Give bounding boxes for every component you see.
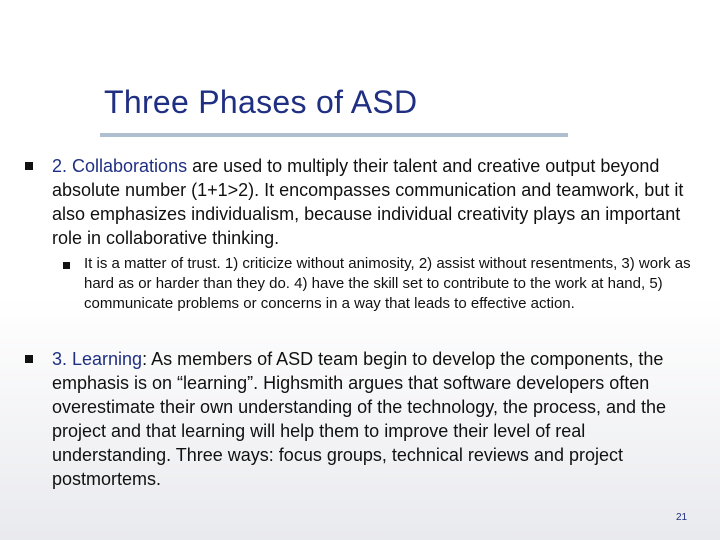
sub-bullet-trust: It is a matter of trust. 1) criticize without animosity, 2) assist without resentments, 3) work as hard as or harder than they do. 4) have the skill set to contribute to the work at hand, 5) communicate problems or concerns in a way that leads to effective action. bbox=[84, 255, 691, 312]
sub-bullet-square-icon bbox=[63, 262, 70, 269]
bullet-square-icon bbox=[25, 162, 33, 170]
title-underline bbox=[100, 133, 568, 137]
bullet-collaborations bbox=[52, 154, 692, 250]
bullet-square-icon bbox=[25, 355, 33, 363]
bullet-highlight-collaborations: 2. Collaborations bbox=[52, 156, 188, 176]
page-number: 21 bbox=[676, 512, 688, 523]
bullet-highlight-learning: 3. Learning bbox=[52, 349, 143, 369]
bullet-text-learning: : As members of ASD team begin to develop the components, the emphasis is on “learning”. Highsmith argues that software developers often overestimate their own understanding of the technology, the process, and the project and that learning will help them to improve their level of real understanding. Three ways: focus groups, technical reviews and project postmortems. bbox=[52, 349, 667, 489]
bullet-text-collaborations: are used to multiply their talent and creative output beyond absolute number (1+1>2). It encompasses communication and teamwork, but it also emphasizes individualism, because individual creativity plays an important role in collaborative thinking. bbox=[52, 156, 684, 248]
slide-title: Three Phases of ASD bbox=[104, 84, 418, 120]
bullet-learning bbox=[52, 347, 700, 491]
